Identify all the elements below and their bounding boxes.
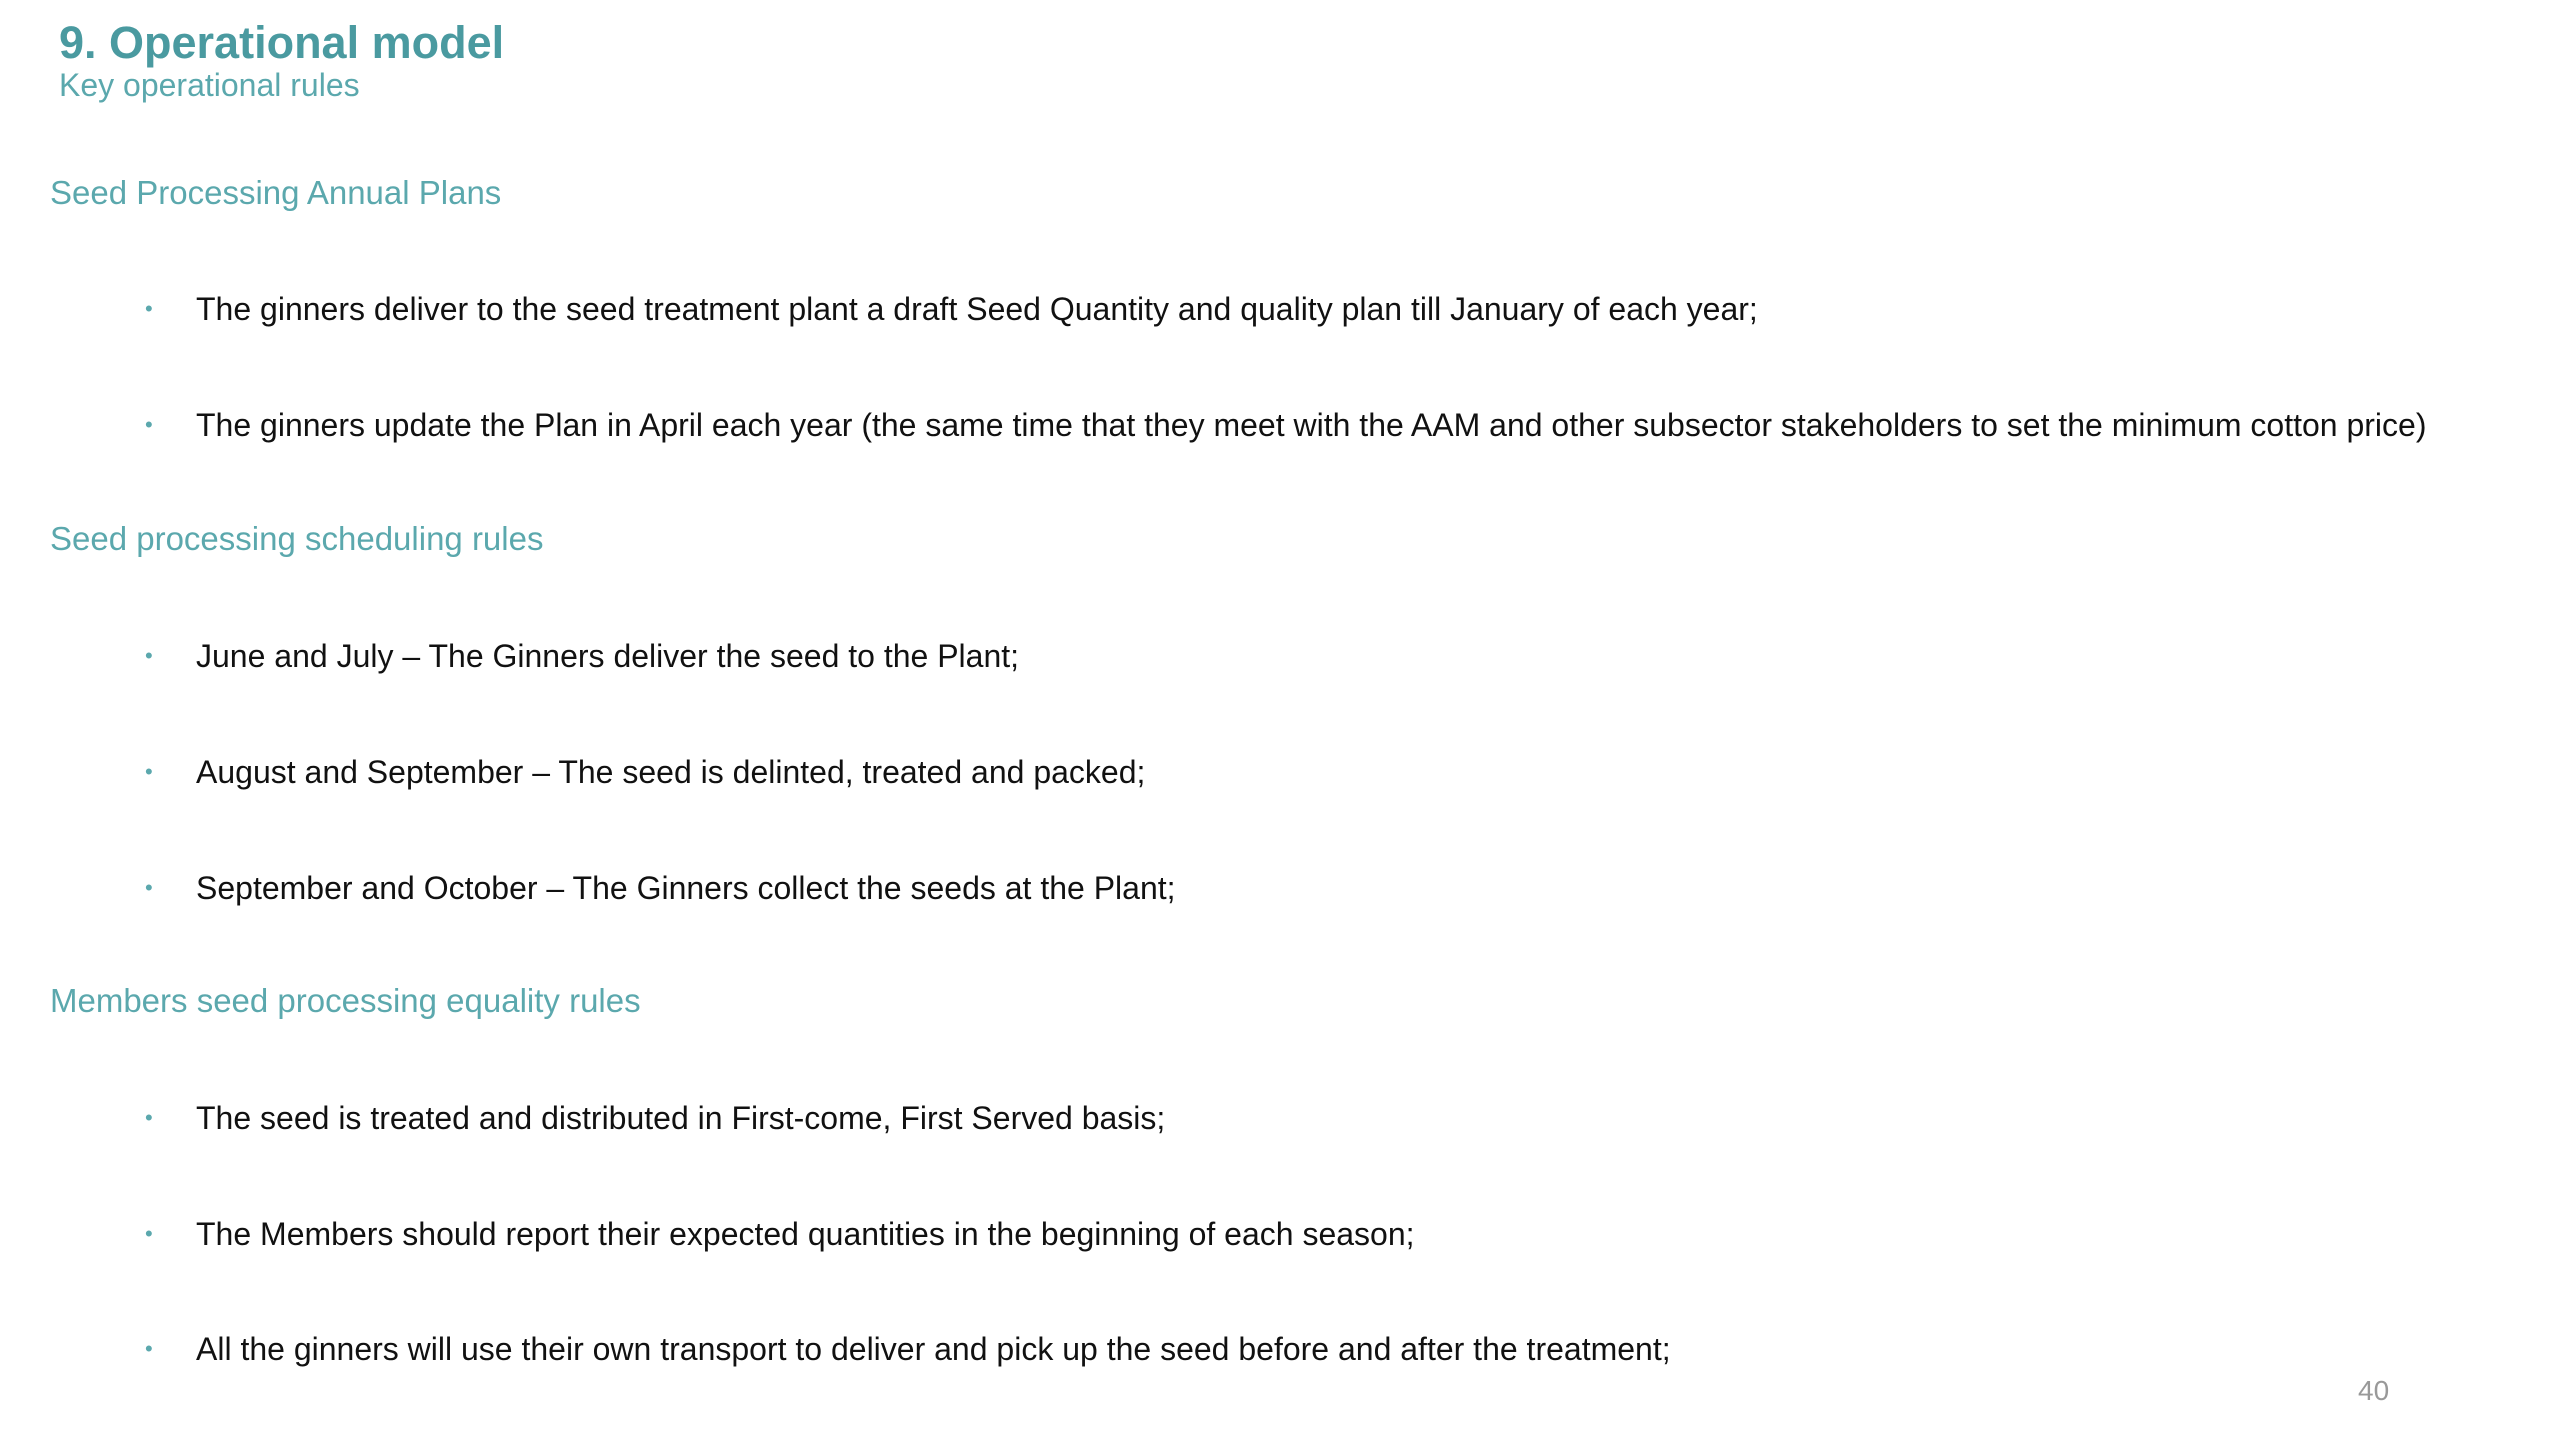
bullet-icon: • [145,412,153,437]
bullet-icon: • [145,1105,153,1130]
bullet-text: The Members should report their expected quantities in the beginning of each season; [196,1216,1415,1252]
page-title: 9. Operational model [59,17,505,68]
bullet-icon: • [145,1221,153,1246]
bullet-text: The ginners update the Plan in April each year (the same time that they meet with the AAM and other subsector stakeholders to set the minimum cotton price) [196,407,2427,443]
bullet-text: June and July – The Ginners deliver the seed to the Plant; [196,638,1020,674]
bullet-text: The ginners deliver to the seed treatment plant a draft Seed Quantity and quality plan till January of each year; [196,291,1758,327]
bullet-icon: • [145,1336,153,1361]
page-subtitle: Key operational rules [59,67,360,103]
section-heading-scheduling-rules: Seed processing scheduling rules [50,520,544,557]
section-heading-equality-rules: Members seed processing equality rules [50,982,641,1019]
bullet-text: September and October – The Ginners collect the seeds at the Plant; [196,870,1176,906]
bullet-icon: • [145,759,153,784]
bullet-text: The seed is treated and distributed in First-come, First Served basis; [196,1100,1166,1136]
bullet-text: All the ginners will use their own transport to deliver and pick up the seed before and after the treatment; [196,1331,1671,1367]
bullet-icon: • [145,296,153,321]
bullet-text: August and September – The seed is delinted, treated and packed; [196,754,1146,790]
bullet-icon: • [145,643,153,668]
section-heading-annual-plans: Seed Processing Annual Plans [50,174,502,211]
bullet-icon: • [145,875,153,900]
page-number: 40 [2358,1375,2390,1406]
